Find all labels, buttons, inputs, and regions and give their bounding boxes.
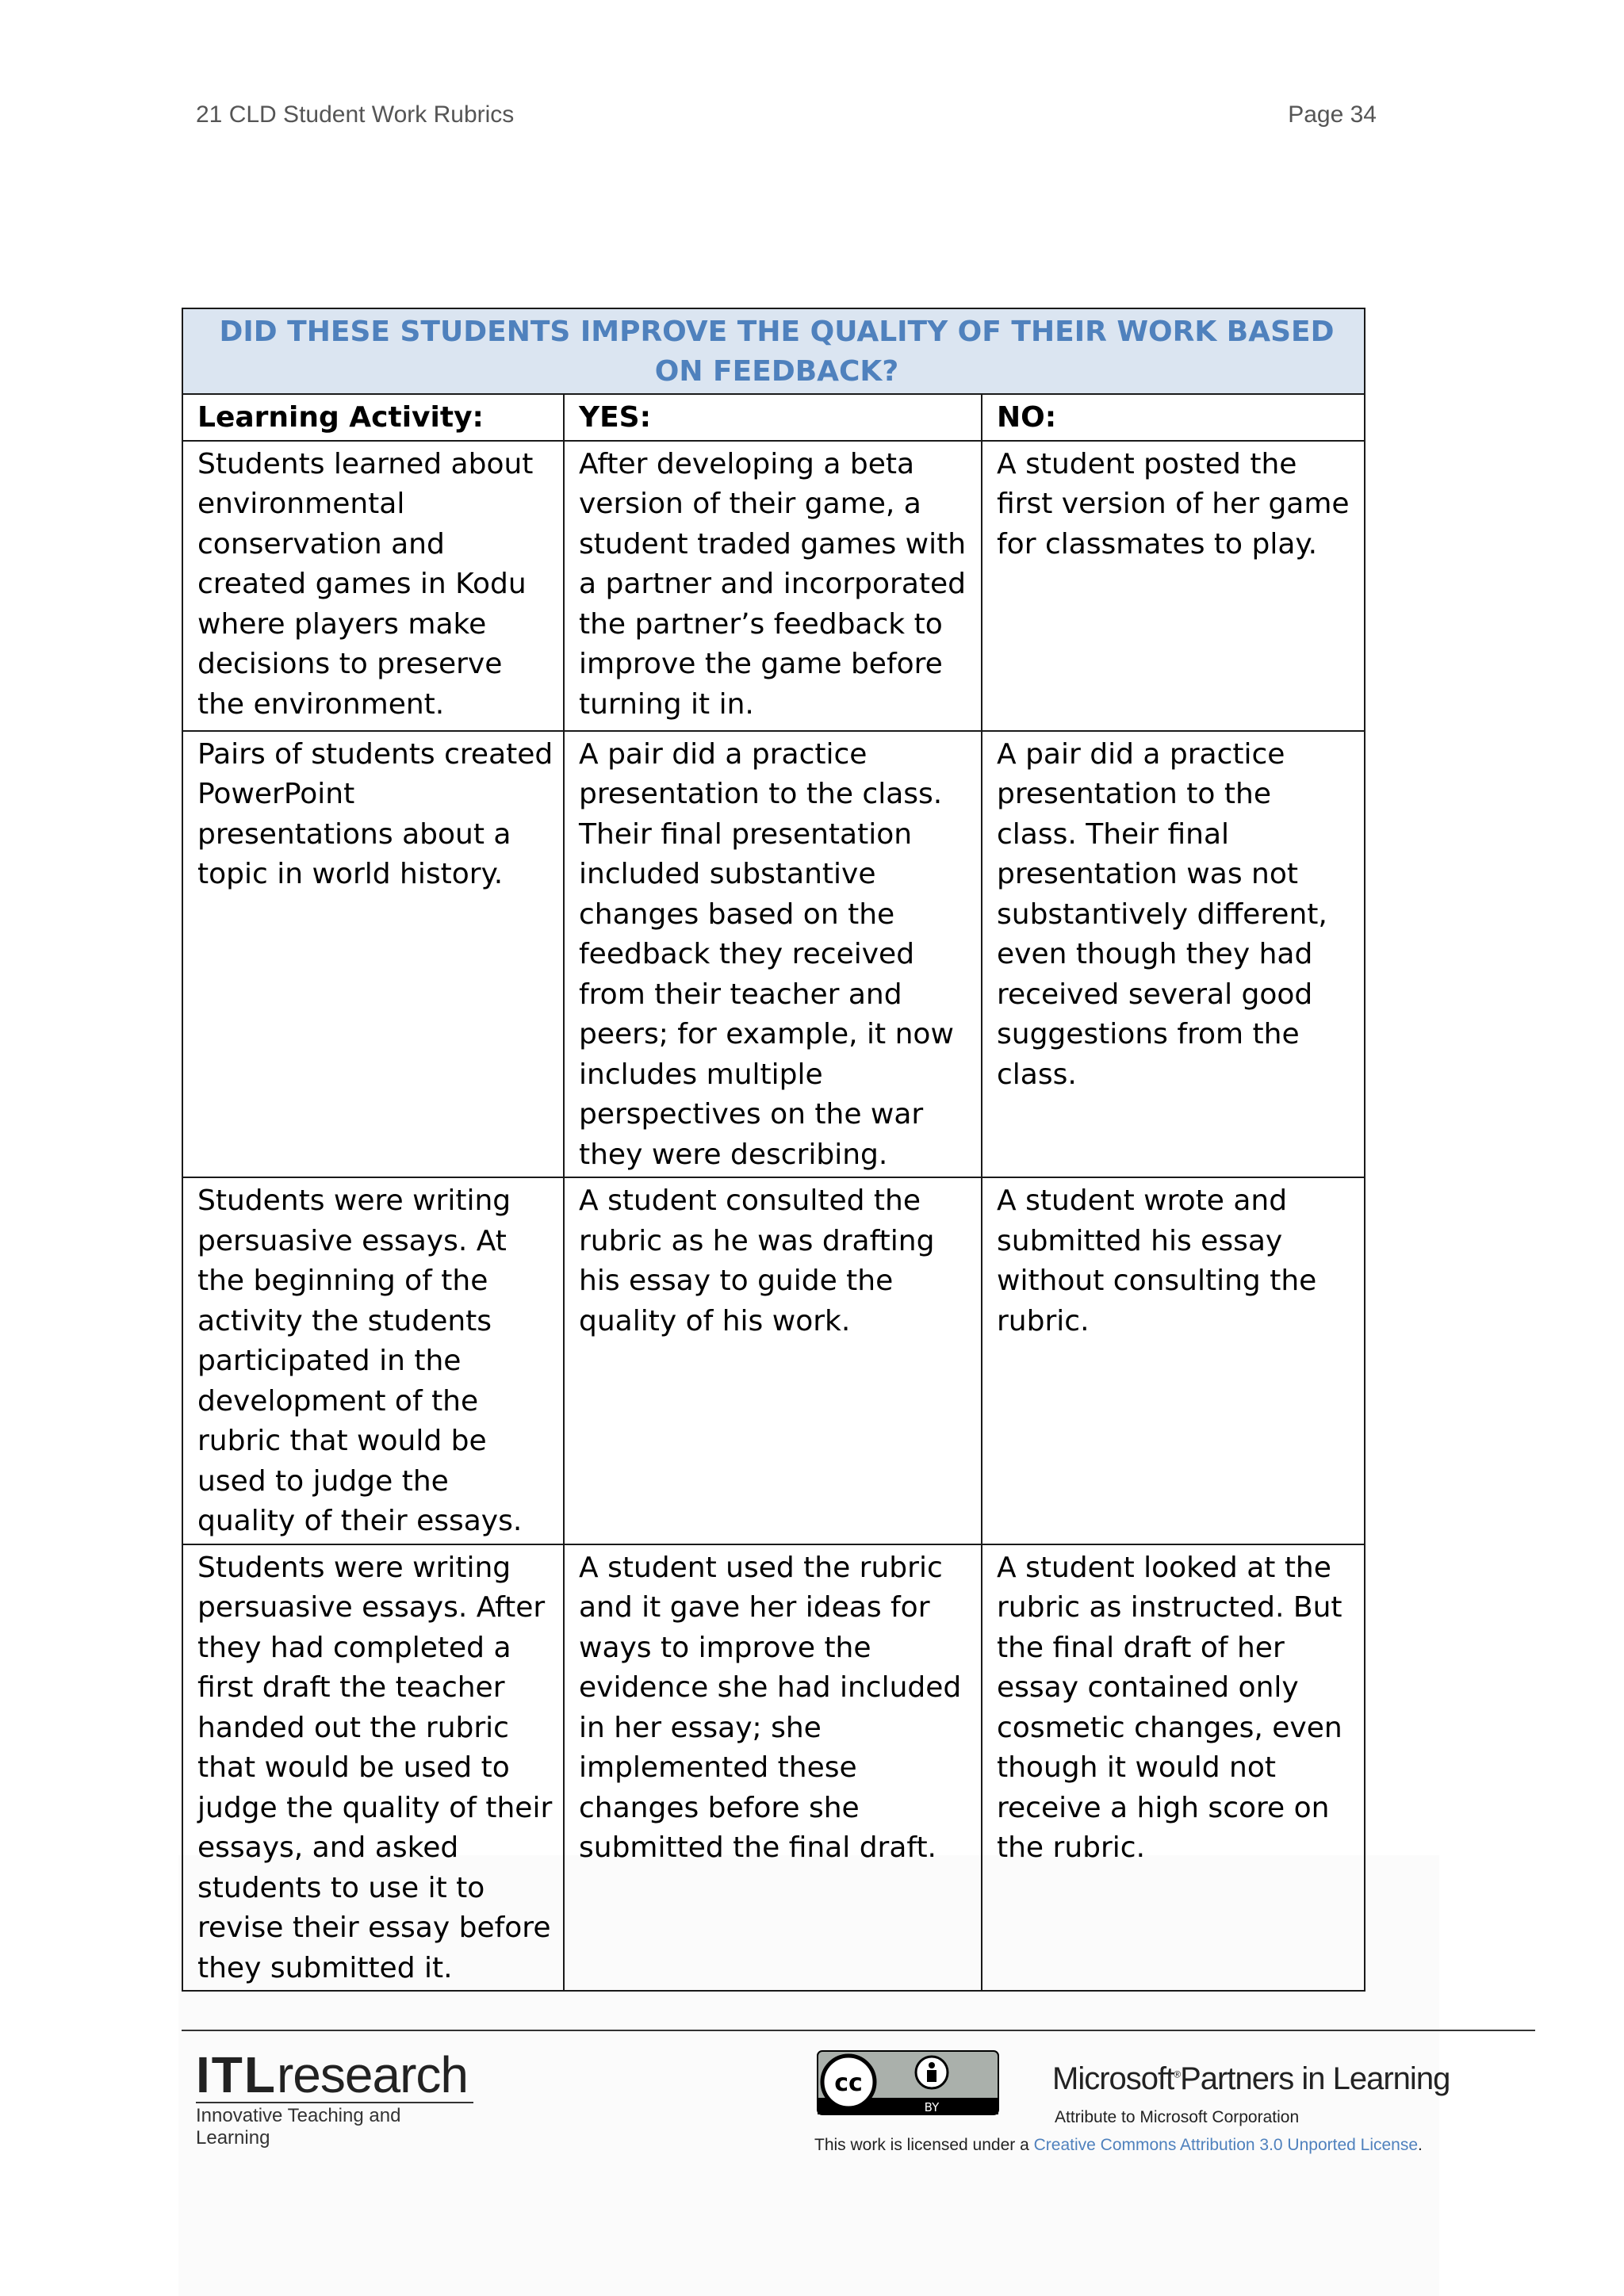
column-header-no: NO: — [982, 394, 1365, 441]
creative-commons-by-badge[interactable] — [817, 2050, 999, 2115]
no-cell: A student wrote and submitted his essay without consulting the rubric. — [982, 1177, 1365, 1544]
column-header-learning-activity: Learning Activity: — [182, 394, 564, 441]
itl-logo-research-text: research — [276, 2046, 468, 2103]
no-cell: A student looked at the rubric as instructed. But the final draft of her essay contained only cosmetic changes, even though it would not receive a high score on the rubric. — [982, 1544, 1365, 1992]
yes-cell: A student consulted the rubric as he was drafting his essay to guide the quality of his work. — [564, 1177, 982, 1544]
cc-by-text: BY — [924, 2100, 940, 2114]
no-cell: A student posted the first version of her game for classmates to play. — [982, 441, 1365, 731]
page-number: Page 34 — [1288, 101, 1377, 128]
activity-cell: Pairs of students created PowerPoint presentations about a topic in world history. — [182, 731, 564, 1178]
table-row — [182, 441, 1365, 731]
rubric-table — [182, 308, 1365, 1992]
no-cell: A pair did a practice presentation to the class. Their final presentation was not substantively different, even though they had received several good suggestions from the class. — [982, 731, 1365, 1178]
ms-logo-microsoft-text: Microsoft — [1052, 2061, 1174, 2096]
activity-cell: Students were writing persuasive essays. At the beginning of the activity the students participated in the development of the rubric that would be used to judge the quality of their essays. — [182, 1177, 564, 1544]
yes-cell: After developing a beta version of their game, a student traded games with a partner and incorporated the partner’s feedback to improve the game before turning it in. — [564, 441, 982, 731]
table-row — [182, 1544, 1365, 1992]
license-link[interactable]: Creative Commons Attribution 3.0 Unported License — [1033, 2136, 1419, 2154]
rubric-table-title: DID THESE STUDENTS IMPROVE THE QUALITY OF THEIR WORK BASED ON FEEDBACK? — [182, 308, 1365, 394]
running-header-title: 21 CLD Student Work Rubrics — [196, 101, 515, 128]
yes-cell: A student used the rubric and it gave her ideas for ways to improve the evidence she had included in her essay; she implemented these changes before she submitted the final draft. — [564, 1544, 982, 1992]
activity-cell: Students learned about environmental conservation and created games in Kodu where players make decisions to preserve the environment. — [182, 441, 564, 731]
license-prefix: This work is licensed under a — [814, 2136, 1034, 2154]
itl-logo-itl-text: ITL — [196, 2046, 277, 2103]
ms-logo-partners-text: Partners in Learning — [1180, 2061, 1450, 2096]
table-row — [182, 1177, 1365, 1544]
microsoft-partners-in-learning-logo: Microsoft®Partners in Learning — [1052, 2061, 1450, 2096]
license-statement — [814, 2136, 1423, 2155]
itl-logo-tagline: Innovative Teaching and Learning — [196, 2102, 473, 2149]
column-header-yes: YES: — [564, 394, 982, 441]
license-suffix: . — [1418, 2136, 1423, 2154]
activity-cell: Students were writing persuasive essays. After they had completed a first draft the teacher handed out the rubric that would be used to judge the quality of their essays, and asked students to use it to revise their essay before they submitted it. — [182, 1544, 564, 1992]
yes-cell: A pair did a practice presentation to the class. Their final presentation included substantive changes based on the feedback they received from their teacher and peers; for example, it now includes multiple perspectives on the war they were describing. — [564, 731, 982, 1178]
footer-divider — [182, 2030, 1535, 2031]
cc-icon-text: cc — [834, 2069, 863, 2097]
attribution-text: Attribute to Microsoft Corporation — [1055, 2108, 1300, 2126]
table-row — [182, 731, 1365, 1178]
itl-research-logo — [196, 2046, 473, 2149]
